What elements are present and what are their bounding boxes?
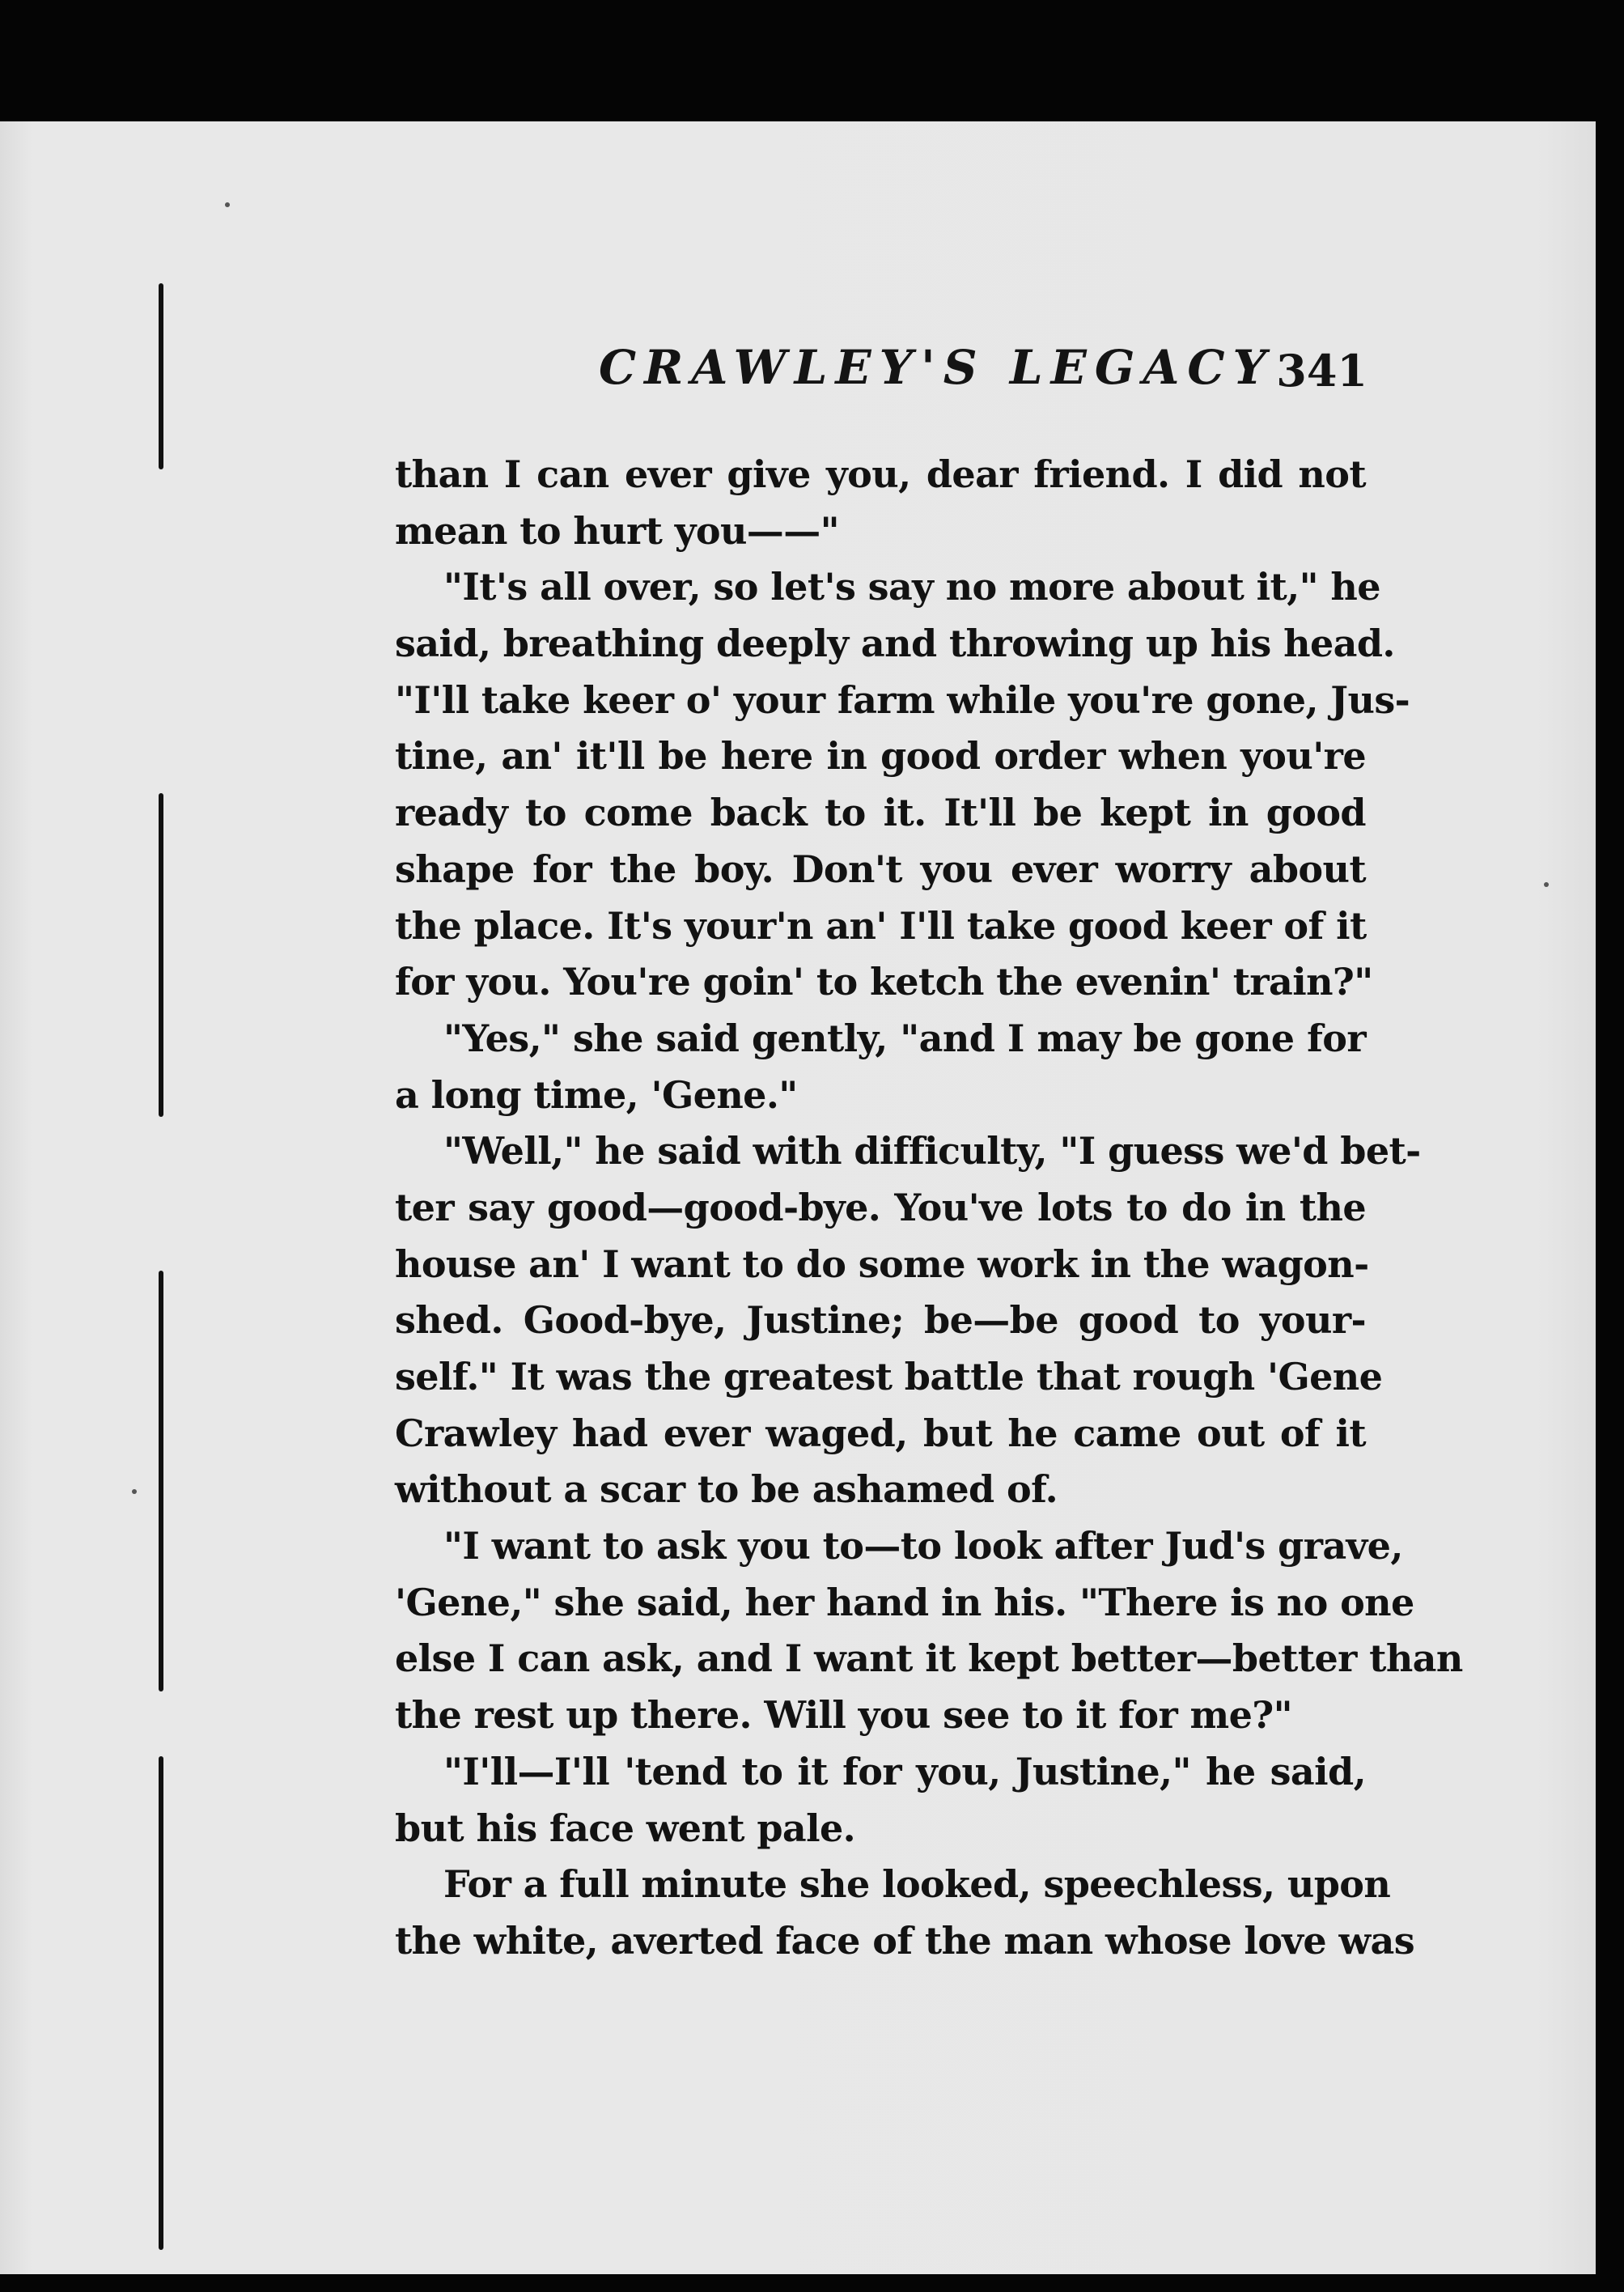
running-title: CRAWLEY'S LEGACY — [599, 340, 1274, 395]
text-line: ter say good—good-bye. You've lots to do in the — [395, 1185, 1366, 1229]
running-header — [566, 340, 1367, 405]
text-line: self." It was the greatest battle that rough 'Gene — [395, 1355, 1383, 1399]
text-line: "Well," he said with difficulty, "I guess we'd bet- — [443, 1129, 1421, 1174]
text-line: shape for the boy. Don't you ever worry about — [395, 847, 1366, 891]
body-text — [395, 447, 1463, 1970]
binding-mark-middle — [159, 793, 163, 1117]
dust-speck — [1544, 882, 1549, 887]
text-line: shed. Good-bye, Justine; be—be good to your- — [395, 1298, 1366, 1343]
text-line: without a scar to be ashamed of. — [395, 1467, 1058, 1512]
text-line: said, breathing deeply and throwing up his head. — [395, 622, 1395, 666]
text-line: "I want to ask you to—to look after Jud's grave, — [443, 1524, 1403, 1568]
text-line: 'Gene," she said, her hand in his. "There is no one — [395, 1580, 1414, 1624]
text-line: the white, averted face of the man whose love was — [395, 1918, 1415, 1963]
text-line: else I can ask, and I want it kept better—better than — [395, 1636, 1463, 1681]
page-number: 341 — [1276, 345, 1367, 397]
text-line: ready to come back to it. It'll be kept in good — [395, 791, 1366, 835]
text-line: house an' I want to do some work in the wagon- — [395, 1242, 1369, 1286]
text-line: tine, an' it'll be here in good order when you're — [395, 734, 1366, 779]
text-line: Crawley had ever waged, but he came out of it — [395, 1411, 1366, 1455]
text-line: a long time, 'Gene." — [395, 1072, 798, 1117]
text-line: but his face went pale. — [395, 1806, 856, 1850]
dust-speck — [225, 202, 230, 207]
dust-speck — [132, 1489, 137, 1494]
text-line: the rest up there. Will you see to it for me?" — [395, 1693, 1293, 1738]
binding-mark-lower — [159, 1271, 163, 1691]
text-line: "It's all over, so let's say no more about it," he — [443, 565, 1380, 609]
text-line: the place. It's your'n an' I'll take good keer of it — [395, 903, 1367, 948]
text-line: mean to hurt you——" — [395, 508, 839, 553]
text-line: "I'll take keer o' your farm while you're gone, Jus- — [395, 677, 1410, 722]
binding-mark-bottom — [159, 1756, 163, 2250]
text-line: "I'll—I'll 'tend to it for you, Justine," he said, — [443, 1749, 1366, 1793]
text-line: for you. You're goin' to ketch the evenin' train?" — [395, 960, 1373, 1004]
text-line: For a full minute she looked, speechless, upon — [443, 1862, 1391, 1907]
text-line: than I can ever give you, dear friend. I did not — [395, 452, 1366, 496]
binding-mark-top — [159, 283, 163, 469]
text-line: "Yes," she said gently, "and I may be gone for — [443, 1016, 1366, 1060]
